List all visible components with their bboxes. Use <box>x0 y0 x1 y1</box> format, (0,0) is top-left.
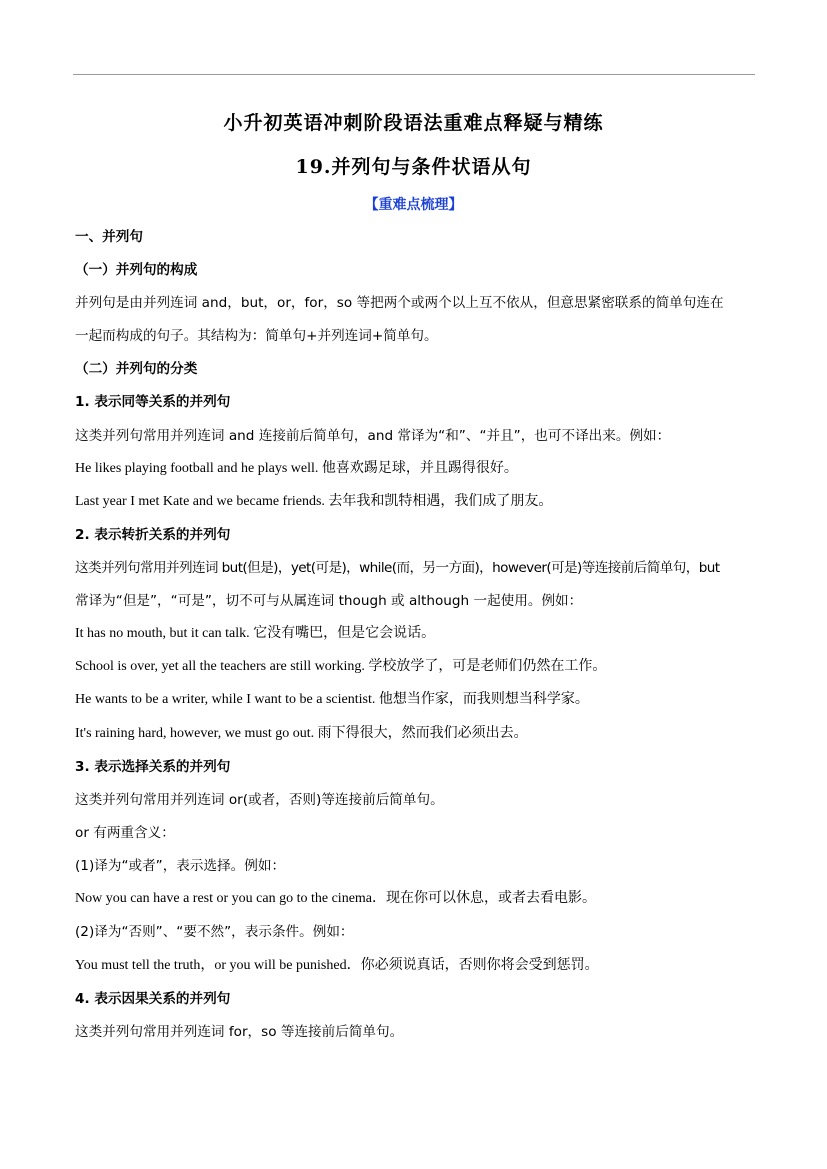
paragraph-line: (1)译为“或者”，表示选择。例如： <box>75 858 286 874</box>
paragraph-line: 并列句是由并列连词 and，but，or，for，so 等把两个或两个以上互不依从，但意思紧密联系的简单句连在 <box>75 295 724 311</box>
heading-level2: （二）并列句的分类 <box>75 361 198 377</box>
example-sentence: You must tell the truth，or you will be punished．你必须说真话，否则你将会受到惩罚。 <box>75 958 599 973</box>
paragraph-line: 一起而构成的句子。其结构为：简单句+并列连词+简单句。 <box>75 328 438 344</box>
heading-level3: 2. 表示转折关系的并列句 <box>75 527 231 543</box>
paragraph-line: or 有两重含义： <box>75 825 175 841</box>
heading-level3: 4. 表示因果关系的并列句 <box>75 991 231 1007</box>
example-sentence: He likes playing football and he plays well. 他喜欢踢足球，并且踢得很好。 <box>75 461 518 476</box>
example-sentence: School is over, yet all the teachers are still working. 学校放学了，可是老师们仍然在工作。 <box>75 659 607 674</box>
example-sentence: He wants to be a writer, while I want to be a scientist. 他想当作家，而我则想当科学家。 <box>75 692 589 707</box>
section-tag: 【重难点梳理】 <box>364 197 463 213</box>
paragraph-line: 这类并列句常用并列连词 for，so 等连接前后简单句。 <box>75 1024 404 1040</box>
paragraph-line: 这类并列句常用并列连词 and 连接前后简单句，and 常译为“和”、“并且”，也可不译出来。例如： <box>75 428 671 444</box>
heading-level3: 1. 表示同等关系的并列句 <box>75 394 231 410</box>
example-sentence: It's raining hard, however, we must go out. 雨下得很大，然而我们必须出去。 <box>75 726 528 741</box>
example-sentence: It has no mouth, but it can talk. 它没有嘴巴，但是它会说话。 <box>75 626 436 641</box>
example-sentence: Last year I met Kate and we became friends. 去年我和凯特相遇，我们成了朋友。 <box>75 494 553 509</box>
document-title: 小升初英语冲刺阶段语法重难点释疑与精练 <box>223 112 604 134</box>
header-rule <box>73 74 755 75</box>
heading-level1: 一、并列句 <box>75 229 143 245</box>
paragraph-line: (2)译为“否则”、“要不然”，表示条件。例如： <box>75 924 354 940</box>
paragraph-line: 常译为“但是”，“可是”，切不可与从属连词 though 或 although 一起使用。例如： <box>75 593 583 609</box>
document-subtitle: 19.并列句与条件状语从句 <box>295 156 532 178</box>
heading-level2: （一）并列句的构成 <box>75 262 198 278</box>
paragraph-line: 这类并列句常用并列连词 but(但是)，yet(可是)，while(而，另一方面)，however(可是)等连接前后简单句，but <box>75 560 720 576</box>
paragraph-line: 这类并列句常用并列连词 or(或者，否则)等连接前后简单句。 <box>75 792 444 808</box>
example-sentence: Now you can have a rest or you can go to the cinema．现在你可以休息，或者去看电影。 <box>75 891 597 906</box>
heading-level3: 3. 表示选择关系的并列句 <box>75 759 231 775</box>
